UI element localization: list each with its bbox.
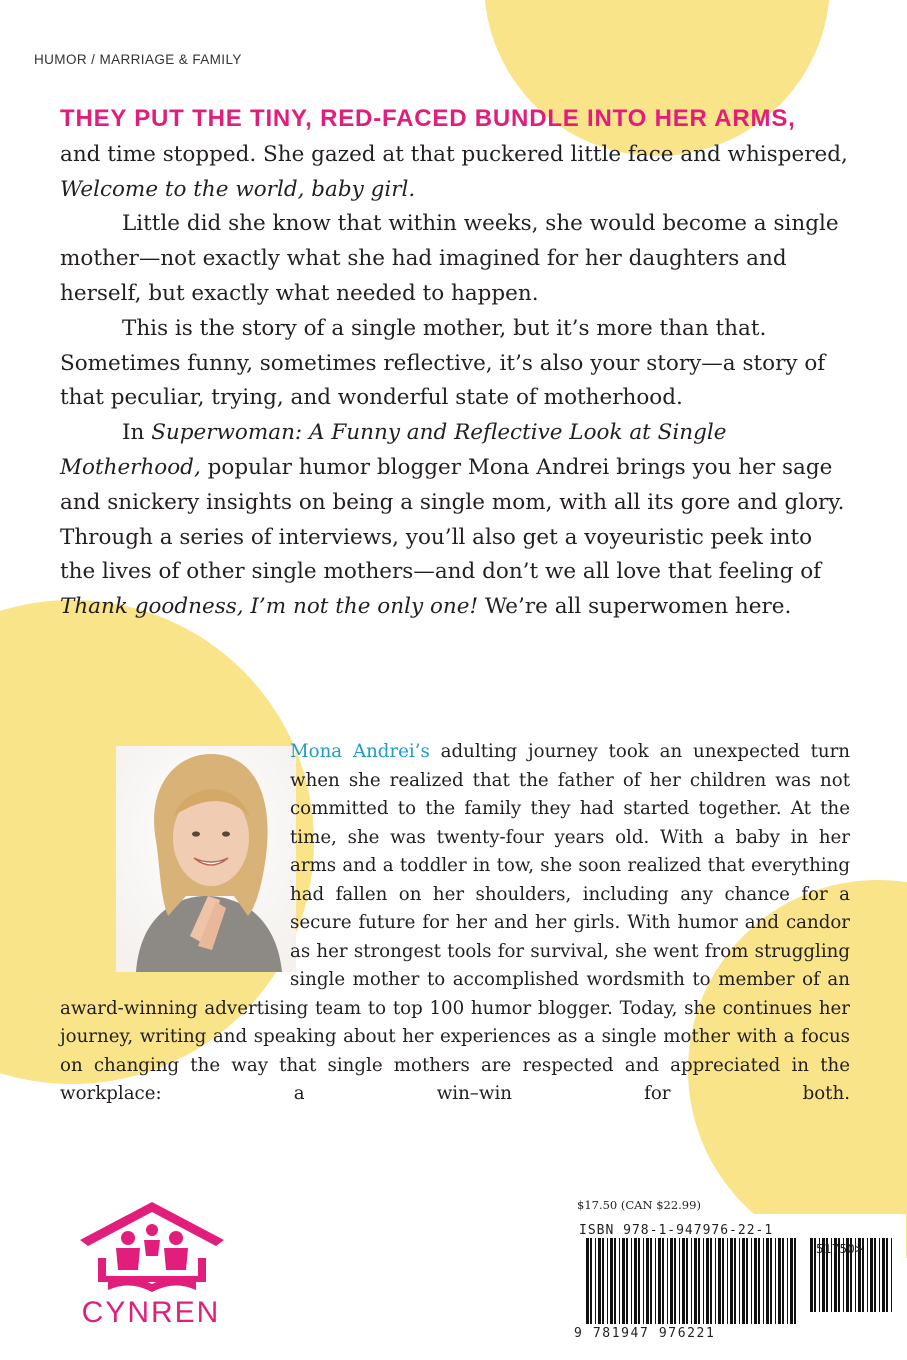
barcode-bar [655,1238,656,1324]
blurb-lead: THEY PUT THE TINY, RED-FACED BUNDLE INTO HER ARMS, [60,105,796,132]
barcode-bar [770,1238,772,1324]
barcode-bar [882,1238,885,1312]
barcode-bar [751,1238,752,1324]
barcode-bar [674,1238,676,1324]
barcode-bar [722,1238,724,1324]
barcode-bar [650,1238,652,1324]
barcode-bar [667,1238,668,1324]
barcode-bar [730,1238,733,1324]
book-title: Superwoman: A Funny and Reflective Look at Single Motherhood, [60,420,727,480]
blurb-paragraph-4 [60,416,850,625]
barcode-bar [595,1238,596,1324]
isbn-label: ISBN 978-1-947976-22-1 [579,1223,774,1238]
barcode-bar [703,1238,704,1324]
barcode-bar [874,1238,876,1312]
barcode-bar [778,1238,781,1324]
barcode-bar [727,1238,728,1324]
barcode-bar [810,1238,813,1312]
bio-photo-spacer [60,738,290,986]
barcode-bar [590,1238,592,1324]
publisher-name: CYNREN [81,1296,221,1329]
barcode-bar [715,1238,716,1324]
barcode-bar [631,1238,632,1324]
barcode-bar [794,1238,796,1324]
barcode-bar [790,1238,793,1324]
barcode-bar [662,1238,664,1324]
blurb-p4-mid: popular humor blogger Mona Andrei brings you her sage and snickery insights on being a single mom, with all its gore and glory. Through a series of interviews, you’ll also get a voyeuristic peek into the lives of other single mothers—and don’t we all love that feeling of [60,454,845,585]
blurb-p4-pre: In [122,420,145,446]
barcode-bar [634,1238,637,1324]
addon-digits: 51750> [816,1241,863,1256]
blurb-paragraph-3: This is the story of a single mother, but it’s more than that. Sometimes funny, sometimes reflective, it’s also your story—a story of that peculiar, trying, and wonderful state of motherhood. [60,315,826,411]
barcode-bar [787,1238,788,1324]
barcode-bar [610,1238,613,1324]
price-label: $17.50 (CAN $22.99) [577,1198,701,1212]
barcode-bar [734,1238,736,1324]
blurb-p4-italic: Thank goodness, I’m not the only one! [60,594,479,620]
barcode-bar [763,1238,764,1324]
author-name: Mona Andrei’s [290,741,430,762]
barcode-bar [598,1238,601,1324]
barcode-bar [891,1238,892,1312]
barcode-bar [602,1238,604,1324]
blurb-paragraph-2: Little did she know that within weeks, she would become a single mother—not exactly what she had imagined for her daughters and herself, but exactly what needed to happen. [60,211,839,306]
barcode-bar [691,1238,692,1324]
barcode-bar [775,1238,776,1324]
barcode-bar [679,1238,680,1324]
barcode-bar [682,1238,685,1324]
barcode-bar [614,1238,616,1324]
barcode-bar [879,1238,880,1312]
barcode-bar [619,1238,620,1324]
barcode-bar [607,1238,608,1324]
barcode-bar [706,1238,709,1324]
barcode-bar [643,1238,644,1324]
barcode-bar [754,1238,757,1324]
barcode-bar [886,1238,888,1312]
author-bio [60,738,850,1109]
publisher-logo-icon [72,1198,232,1294]
barcode-bar [622,1238,625,1324]
barcode-bar [718,1238,721,1324]
barcode-bar [646,1238,649,1324]
bio-text: adulting journey took an unexpected turn when she realized that the father of her children was not committed to the family they had started together. At the time, she was twenty-four years old. With a baby in her arms and a toddler in tow, she soon realized that everything had fallen on her shoulders, including any chance for a secure future for her and her girls. With humor and candor as her strongest tools for survival, she went from struggling single mother to accomplished wordsmith to member of an award-winning advertising team to top 100 humor blogger. Today, she continues her journey, writing and speaking about her experiences as a single mother with a focus on changing the way that single mothers are respected and appreciated in the workplace: a win–win for both. [60,741,850,1104]
barcode-bar [694,1238,697,1324]
blurb-p1-italic: Welcome to the world, baby girl. [60,176,416,202]
category-label: HUMOR / MARRIAGE & FAMILY [34,52,242,67]
blurb [60,102,850,625]
barcode-bar [698,1238,700,1324]
barcode-bar [638,1238,640,1324]
barcode-bar [746,1238,748,1324]
barcode-bar [710,1238,712,1324]
barcode-bar [870,1238,873,1312]
blurb-p4-end: We’re all superwomen here. [484,594,792,620]
ean-digits: 9 781947 976221 [574,1326,716,1341]
barcode-bar [766,1238,769,1324]
barcode-bar [742,1238,745,1324]
barcode-bar [626,1238,628,1324]
barcode-bar [670,1238,673,1324]
barcode-bar [586,1238,589,1324]
blurb-p1-text: and time stopped. She gazed at that puckered little face and whispered, [60,141,848,167]
barcode-bar [658,1238,661,1324]
barcode-bar [739,1238,740,1324]
barcode-bar [782,1238,784,1324]
barcode-bar [686,1238,688,1324]
barcode-bar [758,1238,760,1324]
barcode-bar [867,1238,868,1312]
blurb-paragraph-1 [60,102,850,207]
